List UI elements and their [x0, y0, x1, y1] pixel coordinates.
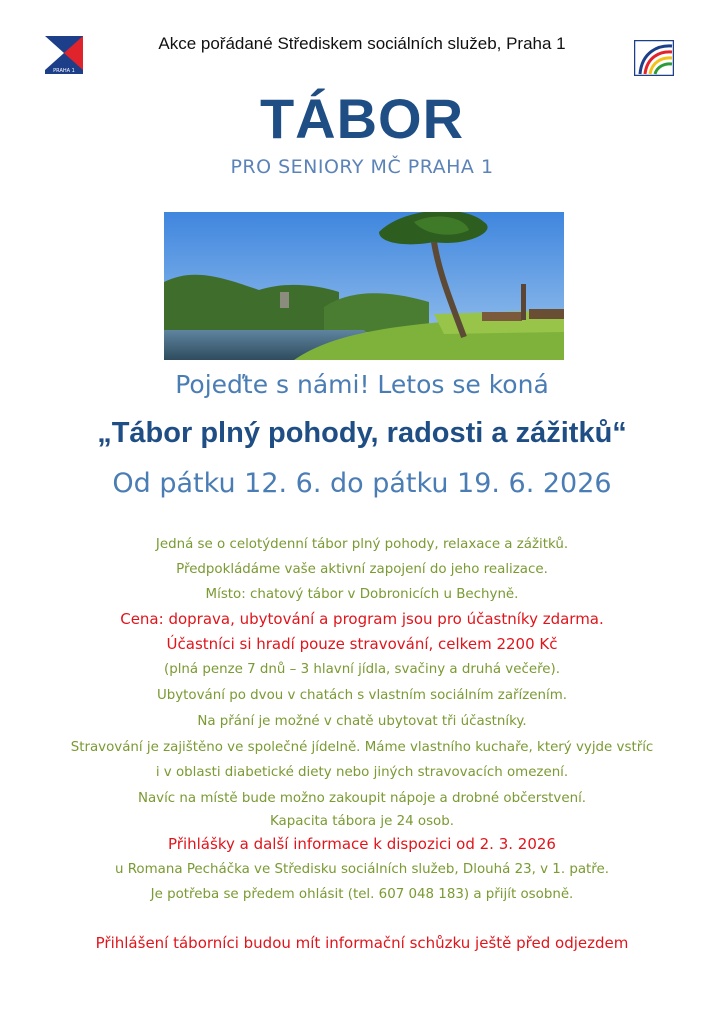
praha1-logo	[45, 36, 83, 74]
camp-landscape-photo	[164, 212, 564, 360]
detail-line-8: Na přání je možné v chatě ubytovat tři účastníky.	[197, 714, 527, 729]
detail-line-10: i v oblasti diabetické diety nebo jiných stravovacích omezení.	[155, 765, 569, 780]
meal-cost-line: Účastníci si hradí pouze stravování, celkem 2200 Kč	[166, 635, 558, 653]
price-line: Cena: doprava, ubytování a program jsou pro účastníky zdarma.	[120, 610, 604, 628]
logo-text: PRAHA 1	[53, 68, 75, 74]
detail-line-3: Místo: chatový tábor v Dobronicích u Bechyně.	[205, 587, 519, 602]
event-name: „Tábor plný pohody, radosti a zážitků“	[97, 417, 627, 449]
event-dates: Od pátku 12. 6. do pátku 19. 6. 2026	[112, 468, 612, 499]
detail-line-2: Předpokládáme vaše aktivní zapojení do jeho realizace.	[176, 562, 548, 577]
detail-line-9: Stravování je zajištěno ve společné jídelně. Máme vlastního kuchaře, který vyjde vstříc	[70, 740, 654, 755]
page-subtitle: PRO SENIORY MČ PRAHA 1	[230, 156, 494, 178]
footer-note: Přihlášení táborníci budou mít informační schůzku ještě před odjezdem	[95, 934, 629, 952]
contact-person-line: u Romana Pecháčka ve Středisku sociálních služeb, Dlouhá 23, v 1. patře.	[114, 862, 609, 877]
registration-line: Přihlášky a další informace k dispozici od 2. 3. 2026	[168, 835, 556, 853]
phone-line: Je potřeba se předem ohlásit (tel. 607 048 183) a přijít osobně.	[150, 887, 574, 902]
detail-line-1: Jedná se o celotýdenní tábor plný pohody, relaxace a zážitků.	[155, 537, 569, 552]
detail-line-11: Navíc na místě bude možno zakoupit nápoje a drobné občerstvení.	[137, 791, 587, 806]
organizer-header: Akce pořádané Střediskem sociálních služeb, Praha 1	[158, 34, 566, 53]
detail-line-7: Ubytování po dvou v chatách s vlastním sociálním zařízením.	[156, 688, 568, 703]
capacity-line: Kapacita tábora je 24 osob.	[270, 814, 454, 829]
page-title: TÁBOR	[259, 87, 465, 150]
detail-line-6: (plná penze 7 dnů – 3 hlavní jídla, svačiny a druhá večeře).	[163, 662, 560, 677]
social-services-logo	[634, 40, 674, 76]
invitation-line: Pojeďte s námi! Letos se koná	[175, 370, 549, 399]
